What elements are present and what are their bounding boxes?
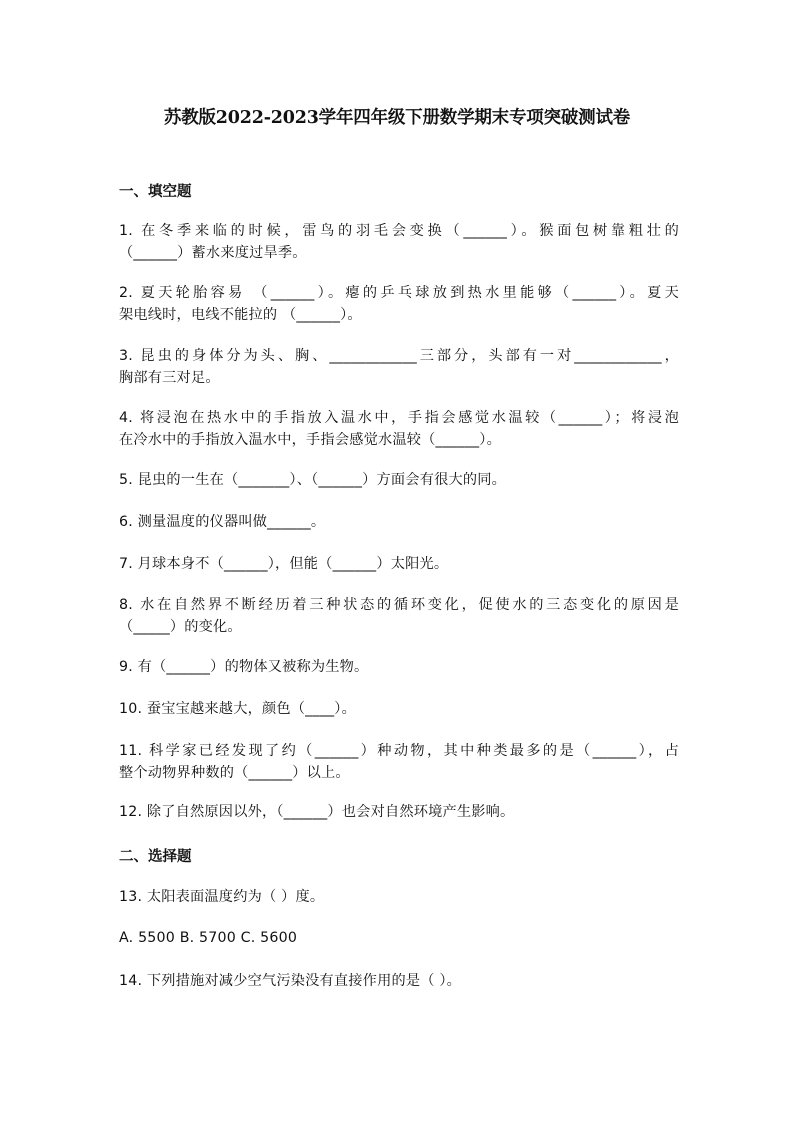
question-13-options [119,927,679,949]
question-1 [119,220,679,264]
question-3 [119,345,679,389]
question-line: 13. 太阳表面温度约为（ ）度。 [119,889,325,905]
question-line: 8. 水在自然界不断经历着三种状态的循环变化，促使水的三态变化的原因是 [119,597,679,613]
question-line: 14. 下列措施对减少空气污染没有直接作用的是（ ）。 [119,973,462,989]
question-10 [119,698,679,720]
question-line: 2. 夏天轮胎容易 （______）。瘪的乒乓球放到热水里能够（______）。夏天 [119,285,679,301]
question-line: （______）蓄水来度过旱季。 [119,245,307,261]
question-line: 12. 除了自然原因以外，（______）也会对自然环境产生影响。 [119,804,515,820]
section-heading-fill-blank: 一、填空题 [119,184,192,200]
question-13 [119,886,679,908]
question-11 [119,740,679,784]
section-heading-multiple-choice: 二、选择题 [119,849,192,865]
question-line: 10. 蚕宝宝越来越大，颜色（____）。 [119,701,356,717]
question-line: 整个动物界种数的（______）以上。 [119,765,350,781]
question-5 [119,469,679,491]
question-14 [119,970,679,992]
question-line: 在冷水中的手指放入温水中，手指会感觉水温较（______）。 [119,432,501,448]
question-line: 11. 科学家已经发现了约（______）种动物，其中种类最多的是（______），占 [119,743,679,759]
question-2 [119,282,679,326]
question-line: 9. 有（______）的物体又被称为生物。 [119,659,369,675]
document-title: 苏教版2022-2023学年四年级下册数学期末专项突破测试卷 [163,108,631,128]
question-line: （_____）的变化。 [119,619,242,635]
question-6 [119,511,679,533]
question-line: 4. 将浸泡在热水中的手指放入温水中，手指会感觉水温较（______）；将浸泡 [119,410,679,426]
answer-options: A. 5500 B. 5700 C. 5600 [119,930,298,946]
question-7 [119,553,679,575]
question-12 [119,801,679,823]
question-line: 1. 在冬季来临的时候，雷鸟的羽毛会变换（______）。猴面包树靠粗壮的 [119,223,679,239]
question-line: 5. 昆虫的一生在（_______）、（______）方面会有很大的同。 [119,472,507,488]
question-line: 胸部有三对足。 [119,370,220,386]
question-4 [119,407,679,451]
question-line: 6. 测量温度的仪器叫做______。 [119,514,326,530]
question-line: 3. 昆虫的身体分为头、胸、____________三部分，头部有一对____________， [119,348,679,364]
question-9 [119,656,679,678]
question-line: 架电线时，电线不能拉的 （______）。 [119,307,362,323]
question-line: 7. 月球本身不（______），但能（______）太阳光。 [119,556,449,572]
question-8 [119,594,679,638]
